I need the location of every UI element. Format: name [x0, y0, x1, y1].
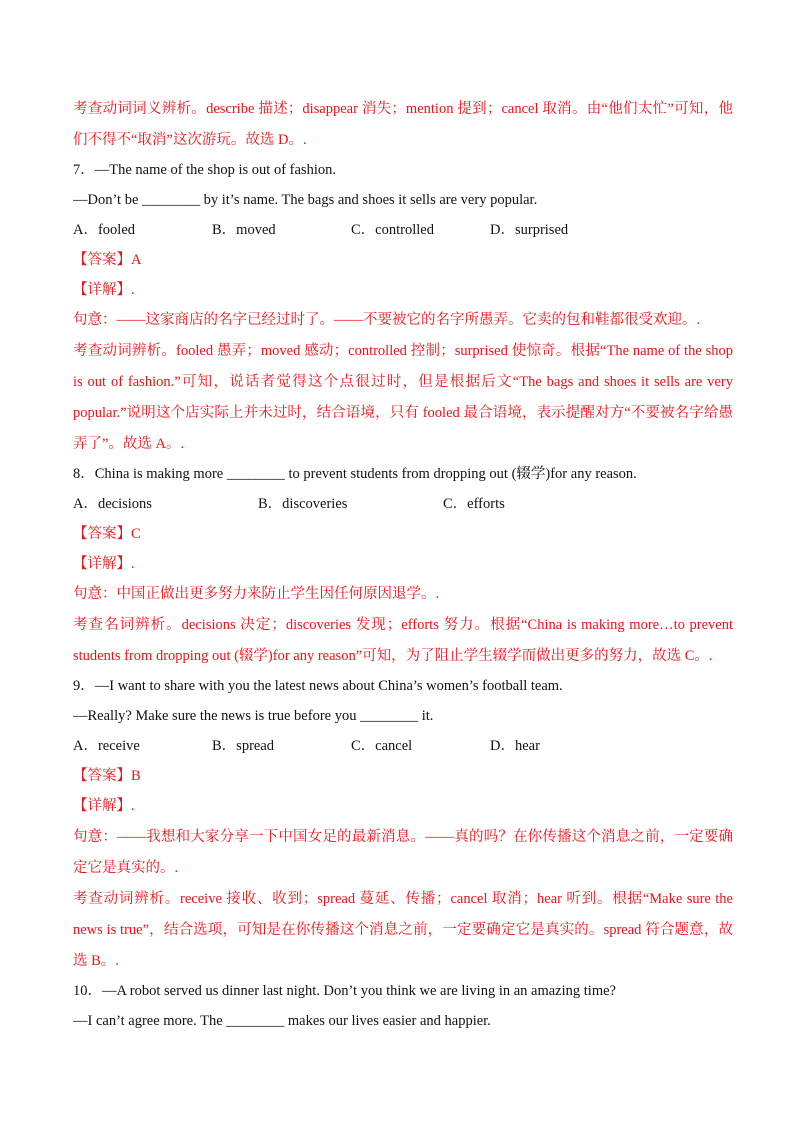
- q7-stem-line-2: —Don’t be ________ by it’s name. The bags and shoes it sells are very popular.: [73, 192, 538, 208]
- q7-answer: 【答案】A: [73, 252, 142, 268]
- q6-analysis: 考查动词词义辨析。describe 描述；disappear 消失；mention 提到；cancel 取消。由“他们太忙”可知，他们不得不“取消”这次游玩。故选 D。.: [73, 101, 733, 148]
- q9-options: [73, 732, 733, 762]
- q8-option-a: A．decisions: [73, 496, 152, 512]
- q8-analysis: 考查名词辨析。decisions 决定；discoveries 发现；efforts 努力。根据“China is making more…to prevent students from dropping out (辍学)for any reason”可知，为了阻止学生辍学而做出更多的努力，故选 C。.: [73, 617, 733, 664]
- q9-option-b: B．spread: [212, 738, 275, 754]
- q9-analysis: 考查动词辨析。receive 接收、收到；spread 蔓延、传播；cancel 取消；hear 听到。根据“Make sure the news is true”，结合选项，可知是在你传播这个消息之前，一定要确定它是真实的。spread 符合题意，故选 B。.: [73, 891, 733, 969]
- document-page: [73, 94, 733, 1037]
- q8-stem: 8．China is making more ________ to prevent students from dropping out (辍学)for any reason.: [73, 466, 637, 482]
- q9-option-a: A．receive: [73, 738, 140, 754]
- q7-meaning: 句意：——这家商店的名字已经过时了。——不要被它的名字所愚弄。它卖的包和鞋都很受欢迎。.: [73, 312, 701, 328]
- q7-options: [73, 216, 733, 246]
- q9-stem-line-2: —Really? Make sure the news is true before you ________ it.: [73, 708, 434, 724]
- q7-option-d: D．surprised: [490, 222, 569, 238]
- q8-answer: 【答案】C: [73, 526, 141, 542]
- q7-option-c: C．controlled: [351, 222, 434, 238]
- q9-detail-heading: 【详解】.: [73, 798, 135, 814]
- q9-option-d: D．hear: [490, 738, 540, 754]
- q8-option-b: B．discoveries: [258, 496, 348, 512]
- q7-analysis: 考查动词辨析。fooled 愚弄；moved 感动；controlled 控制；surprised 使惊奇。根据“The name of the shop is out of fashion.”可知，说话者觉得这个点很过时，但是根据后文“The bags and shoes it sells are very popular.”说明这个店实际上并未过时，结合语境，只有 fooled 最合语境，表示提醒对方“不要被名字给愚弄了”。故选 A。.: [73, 343, 733, 452]
- q8-meaning: 句意：中国正做出更多努力来防止学生因任何原因退学。.: [73, 586, 440, 602]
- q9-meaning: 句意：——我想和大家分享一下中国女足的最新消息。——真的吗？在你传播这个消息之前，一定要确定它是真实的。.: [73, 829, 733, 876]
- q10-stem-line-2: —I can’t agree more. The ________ makes our lives easier and happier.: [73, 1013, 491, 1029]
- q7-option-b: B．moved: [212, 222, 276, 238]
- q8-options: [73, 490, 733, 520]
- q10-stem-line-1: 10．—A robot served us dinner last night. Don’t you think we are living in an amazing time?: [73, 983, 616, 999]
- q7-option-a: A．fooled: [73, 222, 136, 238]
- q9-stem-line-1: 9．—I want to share with you the latest news about China’s women’s football team.: [73, 678, 563, 694]
- q9-answer: 【答案】B: [73, 768, 141, 784]
- q9-option-c: C．cancel: [351, 738, 413, 754]
- q8-detail-heading: 【详解】.: [73, 556, 135, 572]
- q8-option-c: C．efforts: [443, 496, 505, 512]
- q7-detail-heading: 【详解】.: [73, 282, 135, 298]
- q7-stem-line-1: 7．—The name of the shop is out of fashion.: [73, 162, 336, 178]
